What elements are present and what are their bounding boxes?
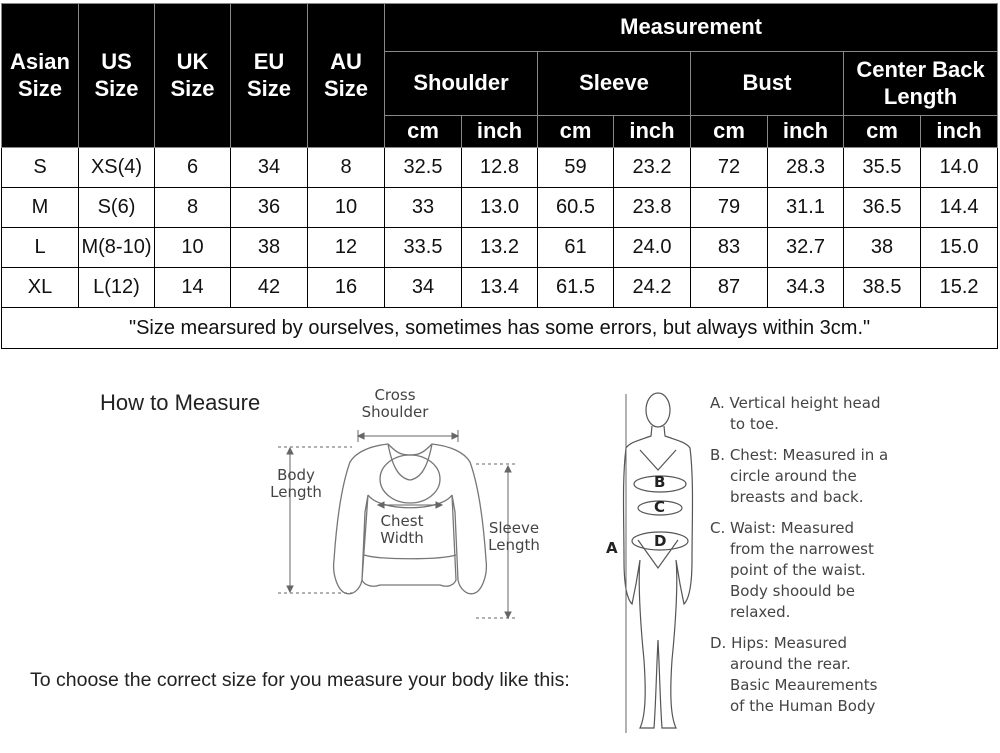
table-cell: 79 [691, 188, 768, 228]
table-cell: 60.5 [538, 188, 614, 228]
table-cell: 83 [691, 228, 768, 268]
legend-c: C. Waist: Measured from the narrowest point of the waist. Body shoould be relaxed. [710, 519, 874, 621]
table-cell: 14 [155, 268, 231, 308]
table-cell: 31.1 [768, 188, 844, 228]
cross-shoulder-label: Cross Shoulder [361, 386, 429, 421]
table-cell: 14.0 [921, 148, 998, 188]
table-cell: S [2, 148, 79, 188]
header-unit-cm: cm [538, 116, 614, 148]
header-unit-inch: inch [921, 116, 998, 148]
body-length-label: Body Length [270, 466, 322, 501]
table-note: "Size mearsured by ourselves, sometimes has some errors, but always within 3cm." [2, 308, 998, 349]
table-cell: 34 [385, 268, 462, 308]
table-cell: 8 [155, 188, 231, 228]
table-cell: 16 [308, 268, 385, 308]
table-cell: 10 [308, 188, 385, 228]
table-cell: 38.5 [844, 268, 921, 308]
body-label-c: C [654, 498, 666, 516]
table-cell: 24.2 [614, 268, 691, 308]
header-unit-inch: inch [614, 116, 691, 148]
header-unit-inch: inch [768, 116, 844, 148]
table-cell: 15.0 [921, 228, 998, 268]
header-au-size: AU Size [308, 4, 385, 148]
table-cell: 23.2 [614, 148, 691, 188]
body-figure [624, 393, 693, 728]
table-cell: 35.5 [844, 148, 921, 188]
table-cell: M [2, 188, 79, 228]
header-uk-size: UK Size [155, 4, 231, 148]
choose-size-instruction: To choose the correct size for you measure your body like this: [30, 669, 570, 691]
table-cell: 33.5 [385, 228, 462, 268]
header-eu-size: EU Size [231, 4, 308, 148]
header-center-back-length: Center Back Length [844, 52, 998, 116]
table-cell: XS(4) [79, 148, 155, 188]
table-cell: 32.5 [385, 148, 462, 188]
table-cell: S(6) [79, 188, 155, 228]
table-cell: 13.0 [462, 188, 538, 228]
table-cell: 38 [231, 228, 308, 268]
table-cell: 61.5 [538, 268, 614, 308]
header-sleeve: Sleeve [538, 52, 691, 116]
header-unit-cm: cm [385, 116, 462, 148]
table-cell: 12 [308, 228, 385, 268]
table-cell: 14.4 [921, 188, 998, 228]
table-cell: 15.2 [921, 268, 998, 308]
table-cell: 61 [538, 228, 614, 268]
sleeve-length-label: Sleeve Length [488, 519, 540, 554]
table-cell: 6 [155, 148, 231, 188]
header-measurement: Measurement [385, 4, 998, 52]
table-cell: L [2, 228, 79, 268]
table-cell: 8 [308, 148, 385, 188]
table-cell: 42 [231, 268, 308, 308]
table-cell: 34 [231, 148, 308, 188]
table-cell: 24.0 [614, 228, 691, 268]
table-cell: 28.3 [768, 148, 844, 188]
body-label-b: B [654, 473, 666, 491]
table-cell: 10 [155, 228, 231, 268]
table-cell: 33 [385, 188, 462, 228]
table-cell: 34.3 [768, 268, 844, 308]
header-bust: Bust [691, 52, 844, 116]
how-to-measure-title: How to Measure [100, 390, 261, 415]
table-cell: 72 [691, 148, 768, 188]
legend-b: B. Chest: Measured in a circle around the breasts and back. [710, 446, 889, 506]
table-cell: 12.8 [462, 148, 538, 188]
table-cell: 36.5 [844, 188, 921, 228]
header-unit-inch: inch [462, 116, 538, 148]
table-cell: 59 [538, 148, 614, 188]
header-us-size: US Size [79, 4, 155, 148]
body-label-a: A [606, 539, 618, 557]
header-shoulder: Shoulder [385, 52, 538, 116]
header-unit-cm: cm [691, 116, 768, 148]
table-cell: M(8-10) [79, 228, 155, 268]
legend-a: A. Vertical height head to toe. [710, 394, 881, 433]
measure-legend [710, 393, 910, 727]
legend-d: D. Hips: Measured around the rear. Basic Meaurements of the Human Body [710, 634, 878, 715]
table-cell: 13.4 [462, 268, 538, 308]
table-cell: XL [2, 268, 79, 308]
table-cell: 32.7 [768, 228, 844, 268]
table-cell: 87 [691, 268, 768, 308]
table-cell: 13.2 [462, 228, 538, 268]
table-cell: 36 [231, 188, 308, 228]
header-asian-size: Asian Size [2, 4, 79, 148]
table-cell: L(12) [79, 268, 155, 308]
chest-width-label: Chest Width [380, 512, 424, 547]
header-unit-cm: cm [844, 116, 921, 148]
table-cell: 38 [844, 228, 921, 268]
body-label-d: D [654, 532, 667, 550]
table-cell: 23.8 [614, 188, 691, 228]
